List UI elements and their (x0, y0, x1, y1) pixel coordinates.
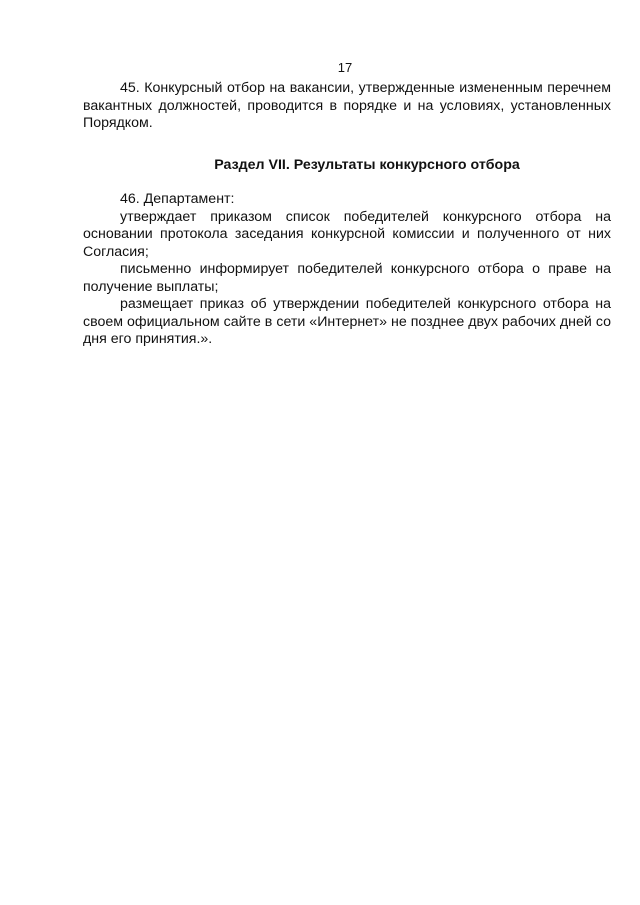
section-heading: Раздел VII. Результаты конкурсного отбора (214, 156, 520, 173)
list-item-publish: размещает приказ об утверждении победителей конкурсного отбора на своем официальном сайте в сети «Интернет» не позднее двух рабочих дней со дня его принятия.». (83, 296, 611, 347)
section-7-body (83, 191, 611, 349)
document-body (83, 80, 611, 349)
paragraph-45: 45. Конкурсный отбор на вакансии, утвержденные измененным перечнем вакантных должностей, проводится в порядке и на условиях, установленных Порядком. (83, 80, 611, 131)
page-number: 17 (337, 60, 353, 75)
list-item-inform: письменно информирует победителей конкурсного отбора о праве на получение выплаты; (83, 261, 611, 295)
paragraph-46-intro: 46. Департамент: (120, 191, 235, 207)
list-item-approve: утверждает приказом список победителей конкурсного отбора на основании протокола заседания конкурсной комиссии и полученного от них Согласия; (83, 208, 611, 260)
